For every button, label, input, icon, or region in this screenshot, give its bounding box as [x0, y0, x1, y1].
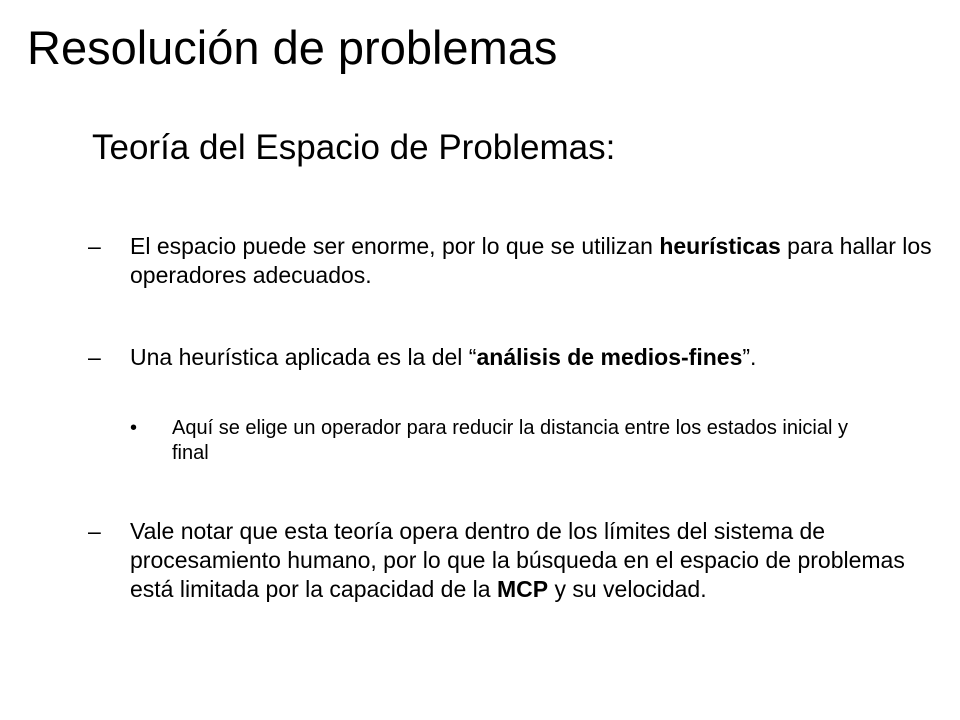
list-item-text [130, 232, 940, 290]
list-item-text [130, 517, 940, 604]
slide-title: Resolución de problemas [27, 21, 558, 74]
bold-term-analisis-medios-fines: análisis de medios-fines [476, 344, 743, 370]
text-run: Una heurística aplicada es la del “ [130, 344, 477, 370]
dash-marker: – [88, 518, 101, 544]
list-item-human-processing [88, 517, 940, 604]
slide-subtitle: Teoría del Espacio de Problemas: [92, 128, 616, 167]
bold-term-mcp: MCP [496, 576, 549, 602]
list-item-means-ends [88, 343, 940, 372]
text-run: ”. [742, 344, 757, 370]
text-run: El espacio puede ser enorme, por lo que se utilizan [130, 233, 660, 259]
dash-marker: – [88, 233, 101, 259]
sub-list-item-text: Aquí se elige un operador para reducir la distancia entre los estados inicial y final [172, 417, 848, 464]
sub-list-item [130, 416, 890, 466]
bold-term-heuristicas: heurísticas [659, 233, 781, 259]
dash-marker: – [88, 344, 101, 370]
list-item-heuristics [88, 232, 940, 290]
list-item-text [130, 343, 940, 372]
text-run: y su velocidad. [548, 576, 707, 602]
bullet-marker: • [130, 417, 138, 439]
text-run: Vale notar que esta teoría opera dentro de los límites del sistema de procesamiento humano, por lo que la búsqueda en el espacio de problemas está limitada por la capacidad de la [130, 518, 905, 602]
text-run: para hallar los operadores adecuados. [130, 233, 932, 288]
